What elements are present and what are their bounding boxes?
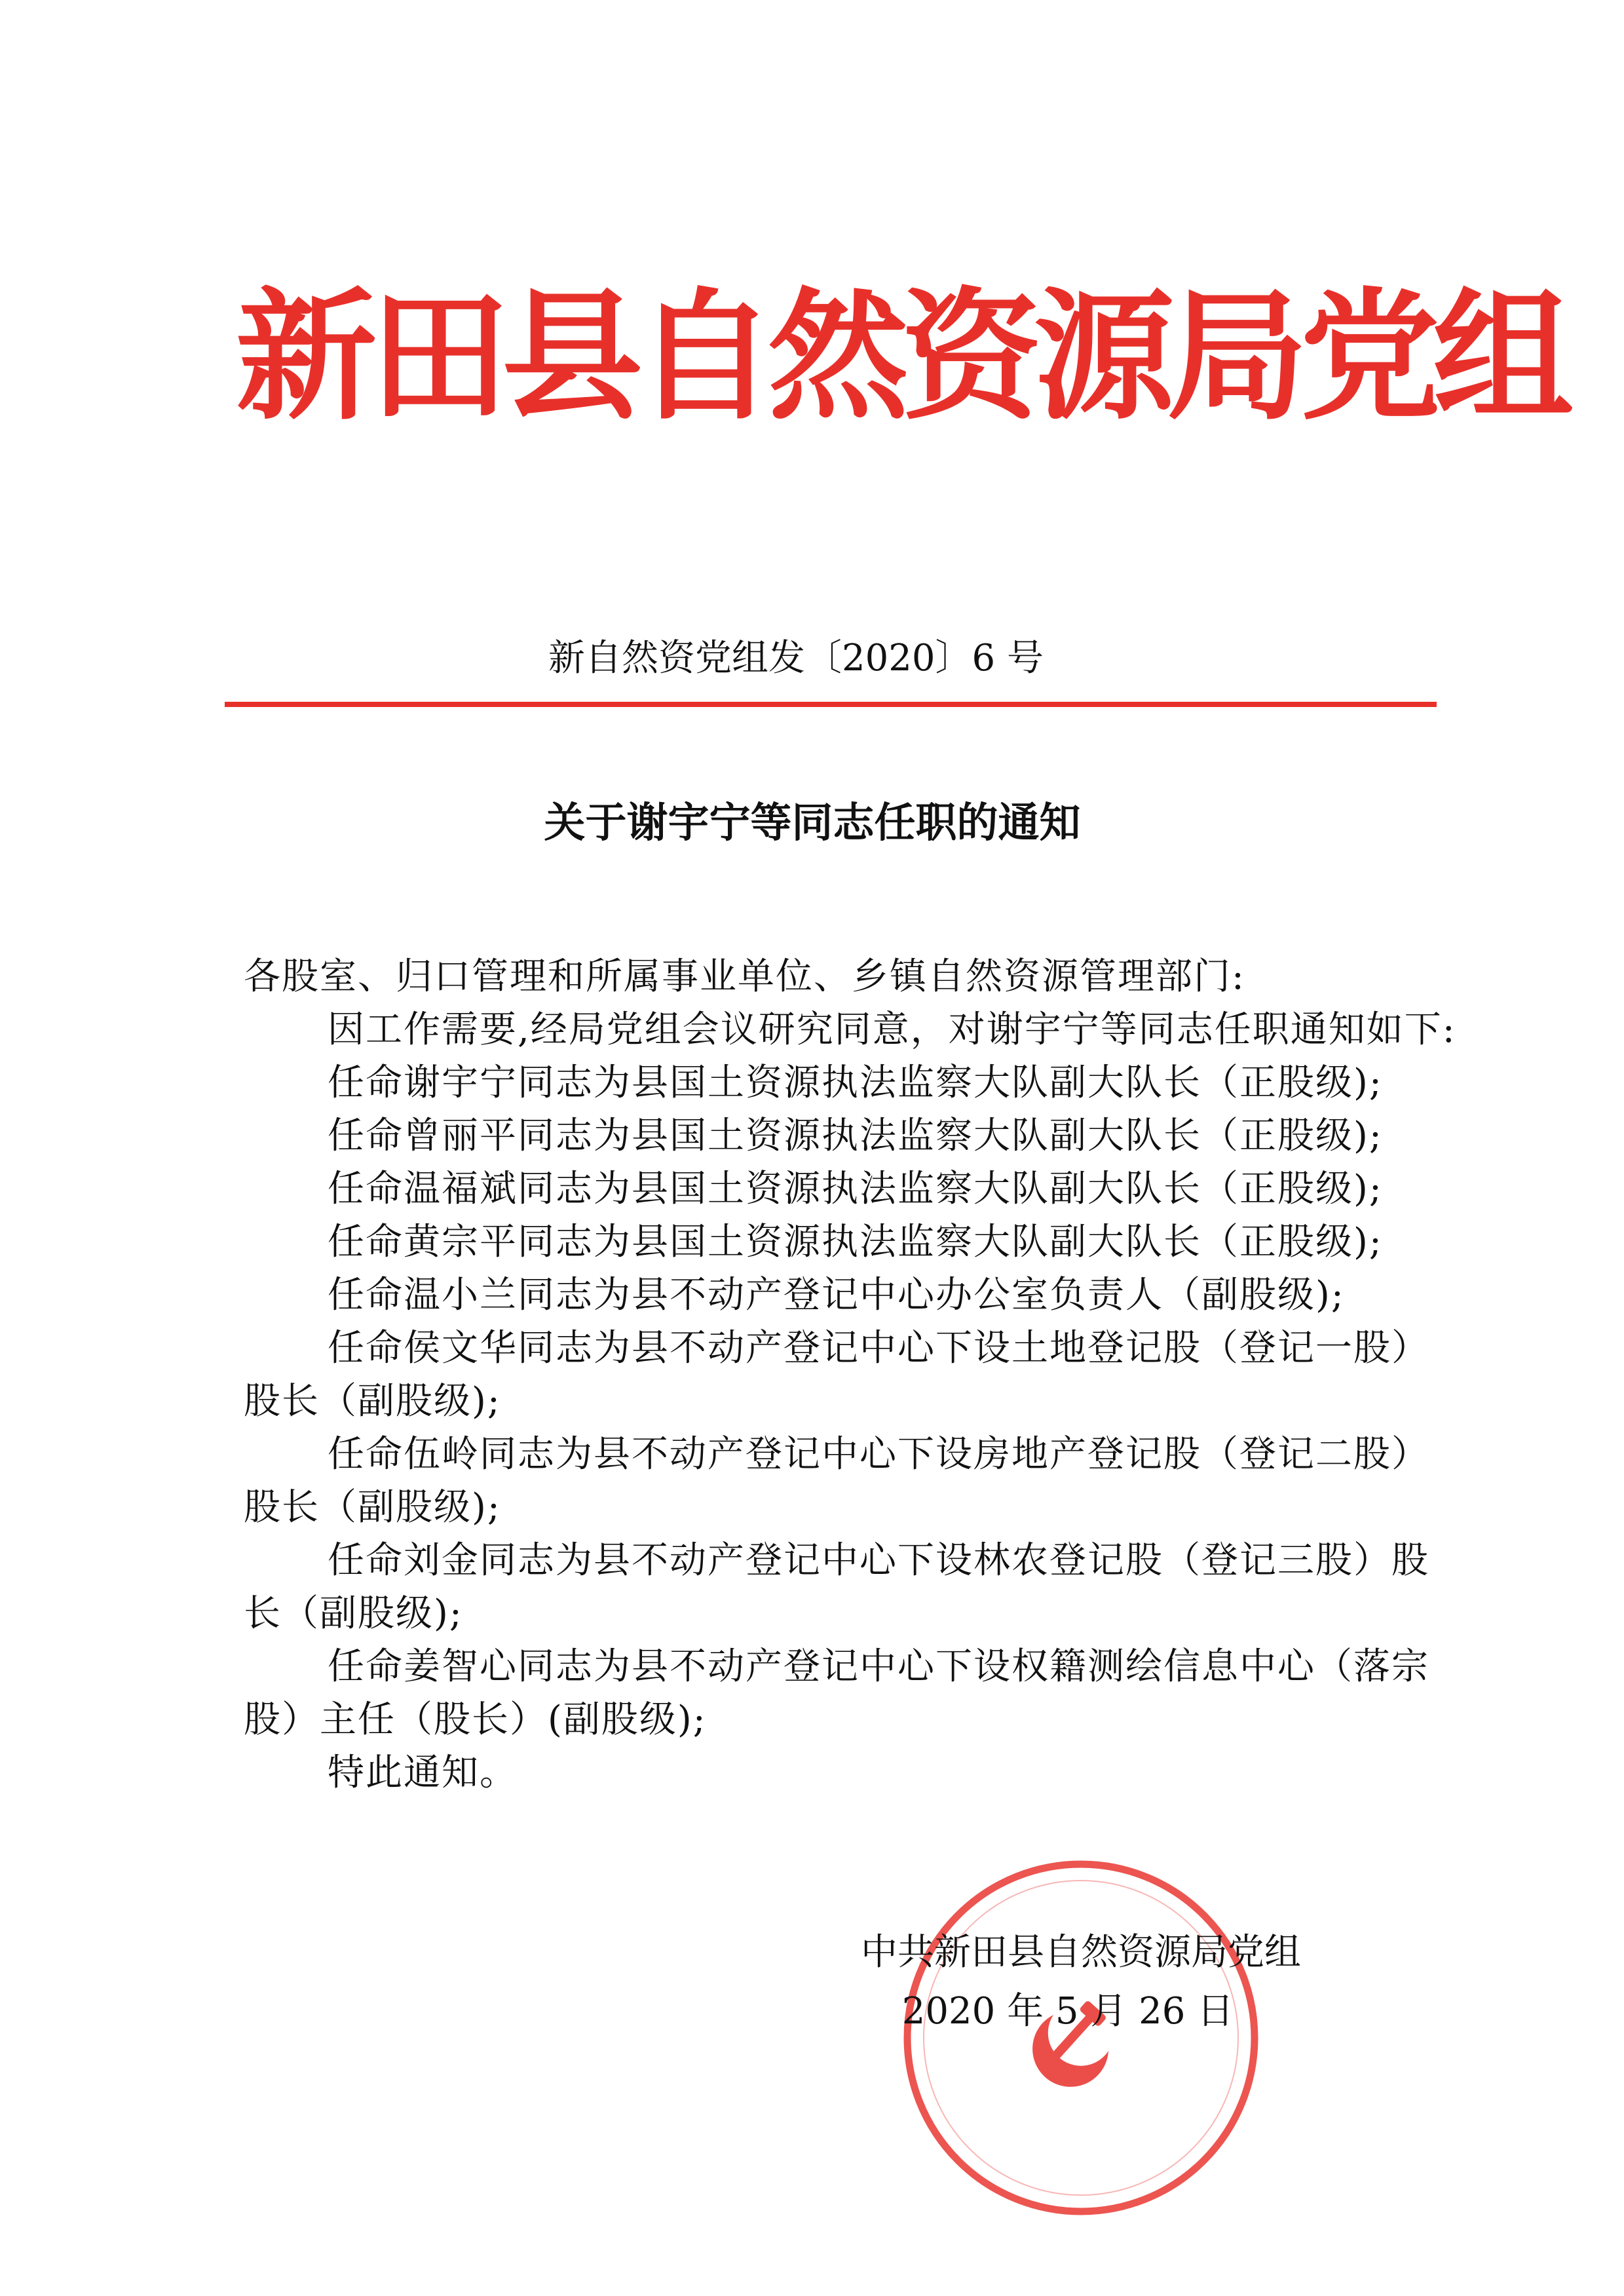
appointment-item: 任命伍岭同志为县不动产登记中心下设房地产登记股（登记二股）股长（副股级); (244, 1433, 1429, 1529)
appointment-item: 任命谢宇宁同志为县国土资源执法监察大队副大队长（正股级); (328, 1062, 1383, 1104)
appointment-item: 任命曾丽平同志为县国土资源执法监察大队副大队长（正股级); (328, 1115, 1383, 1157)
appointment-item: 任命姜智心同志为县不动产登记中心下设权籍测绘信息中心（落宗股）主任（股长）(副股级); (244, 1645, 1429, 1741)
masthead-title: 新田县自然资源局党组 (236, 275, 1566, 439)
red-divider-line (225, 702, 1437, 707)
document-title: 关于谢宇宁等同志任职的通知 (544, 798, 1081, 847)
closing-line: 特此通知。 (328, 1751, 518, 1794)
appointment-item: 任命刘金同志为县不动产登记中心下设林农登记股（登记三股）股长（副股级); (244, 1539, 1429, 1635)
appointment-item: 任命温小兰同志为县不动产登记中心办公室负责人（副股级); (328, 1274, 1345, 1316)
appointment-item: 任命温福斌同志为县国土资源执法监察大队副大队长（正股级); (328, 1168, 1383, 1210)
intro-paragraph: 因工作需要,经局党组会议研究同意，对谢宇宁等同志任职通知如下: (328, 1008, 1456, 1051)
appointment-item: 任命黄宗平同志为县国土资源执法监察大队副大队长（正股级); (328, 1221, 1383, 1263)
salutation: 各股室、归口管理和所属事业单位、乡镇自然资源管理部门: (244, 955, 1245, 998)
appointment-item: 任命侯文华同志为县不动产登记中心下设土地登记股（登记一股）股长（副股级); (244, 1327, 1429, 1423)
document-number: 新自然资党组发〔2020〕6 号 (548, 637, 1044, 679)
signature-date: 2020 年 5 月 26 日 (901, 1990, 1234, 2033)
signature-organization: 中共新田县自然资源局党组 (861, 1931, 1301, 1974)
document-body (244, 950, 1462, 1799)
